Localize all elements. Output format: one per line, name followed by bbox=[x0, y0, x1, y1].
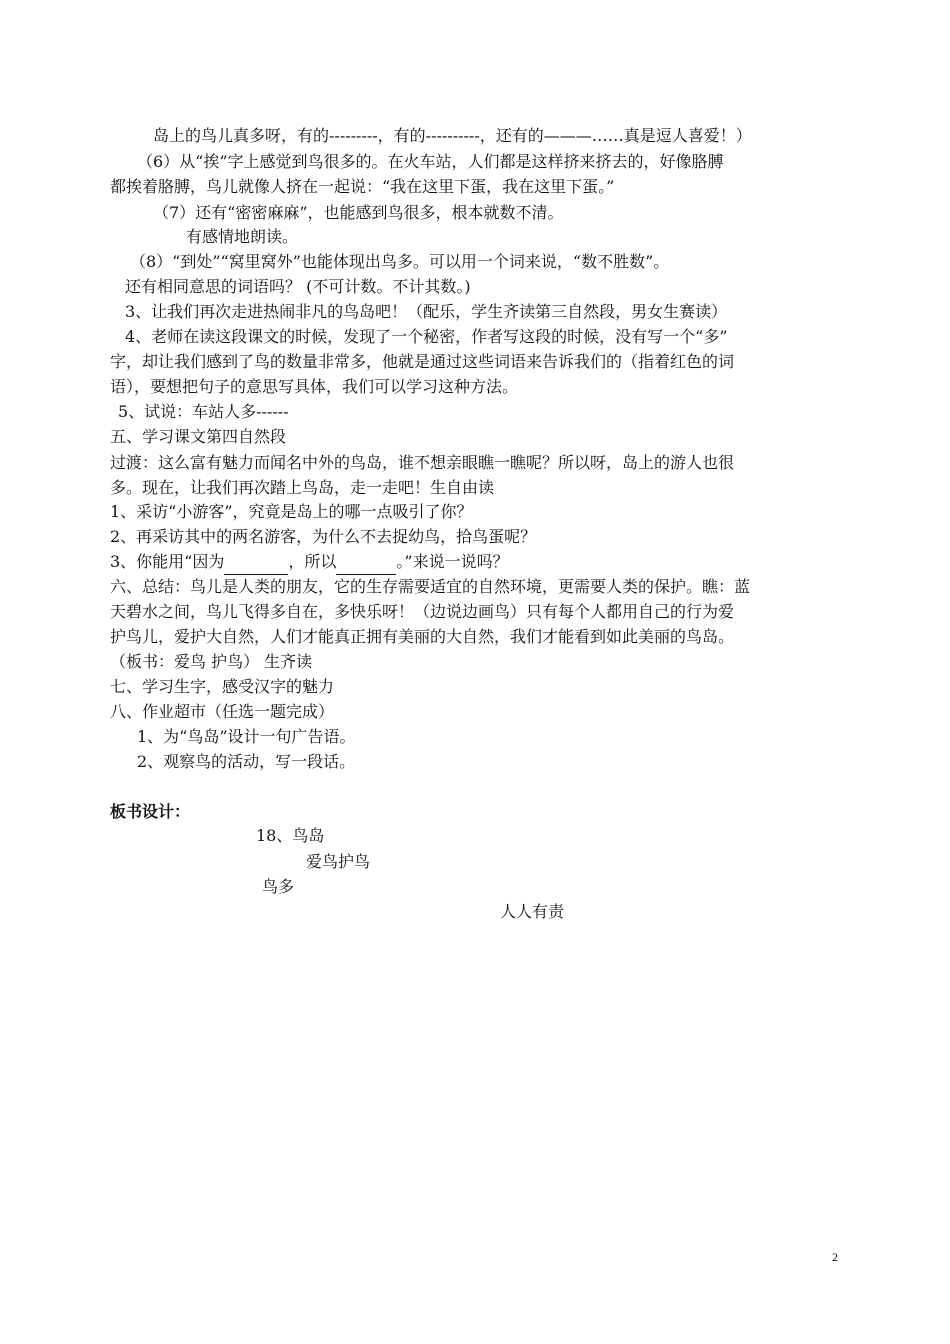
text-line: 岛上的鸟儿真多呀，有的---------，有的----------，还有的———……真是逗人喜爱！） bbox=[153, 126, 752, 145]
text-line: 天碧水之间，鸟儿飞得多自在，多快乐呀！（边说边画鸟）只有每个人都用自己的行为爱 bbox=[110, 602, 735, 621]
board-item: 爱鸟护鸟 bbox=[306, 852, 371, 871]
board-heading: 板书设计： bbox=[110, 802, 191, 821]
text-line: 2、观察鸟的活动，写一段话。 bbox=[137, 752, 356, 771]
text-line: （6）从“挨”字上感觉到鸟很多的。在火车站，人们都是这样挤来挤去的，好像胳膊 bbox=[137, 152, 724, 171]
board-title: 18、鸟岛 bbox=[256, 826, 325, 845]
text-line: 还有相同意思的词语吗？ (不可计数。不计其数。) bbox=[125, 277, 471, 296]
text-line: 都挨着胳膊，鸟儿就像人挤在一起说：“我在这里下蛋，我在这里下蛋。” bbox=[110, 177, 615, 196]
fill-in-part: 3、你能用“因为 bbox=[110, 552, 225, 571]
text-line: （7）还有“密密麻麻”，也能感到鸟很多，根本就数不清。 bbox=[153, 203, 564, 222]
text-line: 1、采访“小游客”，究竟是岛上的哪一点吸引了你？ bbox=[110, 502, 473, 521]
text-line: 语），要想把句子的意思写具体，我们可以学习这种方法。 bbox=[110, 377, 519, 396]
fill-in-sentence bbox=[110, 550, 845, 575]
text-line: 多。现在，让我们再次踏上鸟岛，走一走吧！生自由读 bbox=[110, 478, 495, 497]
blank-line bbox=[224, 550, 288, 575]
text-line: 六、总结：鸟儿是人类的朋友，它的生存需要适宜的自然环境，更需要人类的保护。瞧：蓝 bbox=[110, 577, 751, 596]
text-line: （8）“到处”“窝里窝外”也能体现出鸟多。可以用一个词来说，“数不胜数”。 bbox=[130, 252, 670, 271]
section-heading: 八、作业超市（任选一题完成） bbox=[110, 702, 335, 721]
text-line: 2、再采访其中的两名游客，为什么不去捉幼鸟，拾鸟蛋呢？ bbox=[110, 527, 537, 546]
fill-in-part: ，所以 bbox=[288, 552, 337, 571]
text-line: （板书：爱鸟 护鸟） 生齐读 bbox=[110, 652, 313, 671]
page-number: 2 bbox=[832, 1250, 838, 1264]
blank-line bbox=[336, 550, 396, 575]
fill-in-part: 。”来说一说吗？ bbox=[396, 552, 509, 571]
section-heading: 七、学习生字，感受汉字的魅力 bbox=[110, 677, 335, 696]
text-line: 护鸟儿，爱护大自然，人们才能真正拥有美丽的大自然，我们才能看到如此美丽的鸟岛。 bbox=[110, 627, 735, 646]
text-line: 4、老师在读这段课文的时候，发现了一个秘密，作者写这段的时候，没有写一个“多” bbox=[125, 327, 728, 346]
text-line: 3、让我们再次走进热闹非凡的鸟岛吧！（配乐，学生齐读第三自然段，男女生赛读） bbox=[125, 302, 728, 321]
board-item: 人人有责 bbox=[500, 902, 565, 921]
text-line: 5、试说：车站人多------ bbox=[118, 402, 289, 421]
text-line: 有感情地朗读。 bbox=[186, 227, 299, 246]
text-line: 过渡：这么富有魅力而闻名中外的鸟岛，谁不想亲眼瞧一瞧呢？所以呀，岛上的游人也很 bbox=[110, 453, 735, 472]
board-item: 鸟多 bbox=[262, 877, 295, 896]
section-heading: 五、学习课文第四自然段 bbox=[110, 427, 287, 446]
text-line: 1、为“鸟岛”设计一句广告语。 bbox=[137, 727, 356, 746]
text-line: 字，却让我们感到了鸟的数量非常多，他就是通过这些词语来告诉我们的（指着红色的词 bbox=[110, 352, 735, 371]
